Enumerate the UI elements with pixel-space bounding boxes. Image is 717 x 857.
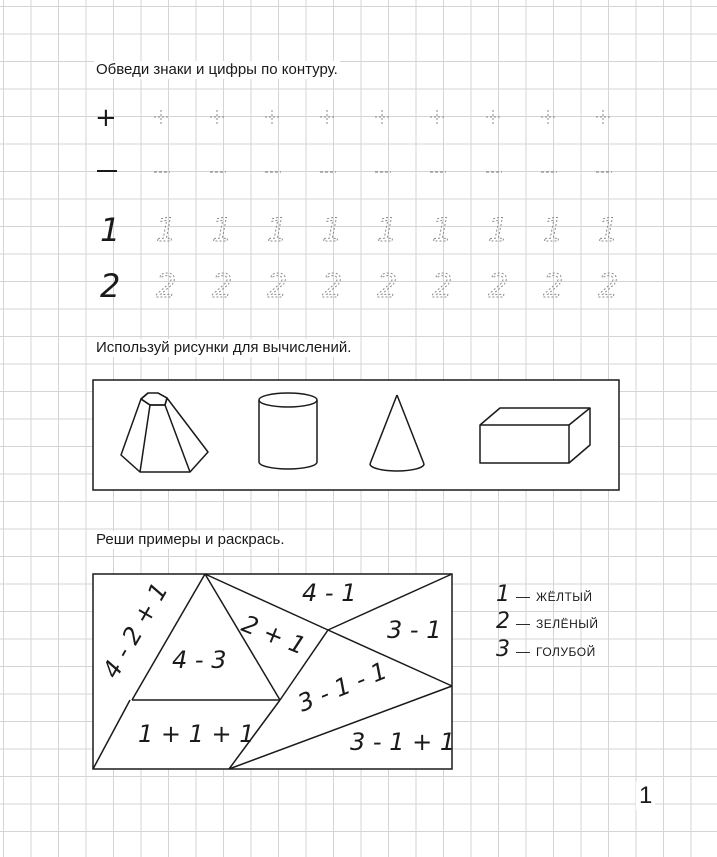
trace-plus: [541, 110, 555, 124]
trace-one: 1: [212, 211, 233, 249]
legend-color-name: ЖЁЛТЫЙ: [536, 590, 593, 604]
trace-two: 2: [377, 267, 398, 305]
expr-right: 3 - 1: [387, 616, 442, 644]
trace-one: 1: [432, 211, 453, 249]
legend-dash: —: [516, 643, 530, 659]
trace-plus: [154, 110, 168, 124]
trace-plus: [210, 110, 224, 124]
instruction-solve: Реши примеры и раскрась.: [96, 531, 285, 548]
expr-triangle: 4 - 3: [172, 646, 227, 674]
trace-two: 2: [432, 267, 453, 305]
legend-row-blue: [496, 637, 596, 662]
trace-plus: [375, 110, 389, 124]
model-plus: +: [95, 103, 117, 133]
trace-two: 2: [267, 267, 288, 305]
trace-one: 1: [488, 211, 509, 249]
trace-two: 2: [156, 267, 177, 305]
trace-one: 1: [377, 211, 398, 249]
trace-plus: [596, 110, 610, 124]
trace-plus: [265, 110, 279, 124]
expr-bottom-right: 3 - 1 + 1: [350, 728, 456, 756]
model-one: 1: [100, 211, 121, 249]
trace-two: 2: [322, 267, 343, 305]
expr-top: 4 - 1: [302, 579, 357, 607]
legend-row-green: [496, 609, 599, 634]
legend-number: 1: [496, 582, 510, 607]
trace-plus: [320, 110, 334, 124]
trace-row-one: [100, 211, 618, 249]
trace-row-two: [100, 267, 618, 305]
expr-middle: 2 + 1: [237, 609, 310, 661]
trace-plus: [430, 110, 444, 124]
legend-color-name: ГОЛУБОЙ: [536, 645, 596, 659]
trace-one: 1: [156, 211, 177, 249]
trace-two: 2: [212, 267, 233, 305]
shapes-frame: [93, 380, 619, 490]
trace-two: 2: [488, 267, 509, 305]
trace-two: 2: [543, 267, 564, 305]
trace-plus: [486, 110, 500, 124]
trace-one: 1: [543, 211, 564, 249]
page-number: 1: [636, 782, 655, 810]
trace-one: 1: [267, 211, 288, 249]
trace-row-plus: [95, 103, 610, 133]
puzzle-figure: [93, 574, 455, 769]
instruction-use-pictures: Используй рисунки для вычислений.: [96, 339, 352, 356]
legend-color-name: ЗЕЛЁНЫЙ: [536, 617, 599, 631]
expr-bottom-left: 1 + 1 + 1: [138, 720, 255, 748]
model-two: 2: [100, 267, 121, 305]
legend-dash: —: [516, 588, 530, 604]
trace-one: 1: [322, 211, 343, 249]
trace-two: 2: [598, 267, 619, 305]
instruction-trace: Обведи знаки и цифры по контуру.: [96, 61, 338, 78]
legend-dash: —: [516, 615, 530, 631]
expr-left: 4 - 2 + 1: [96, 577, 174, 683]
trace-one: 1: [598, 211, 619, 249]
expr-center: 3 - 1 - 1: [293, 656, 392, 718]
legend-number: 3: [496, 637, 510, 662]
legend-row-yellow: [496, 582, 593, 607]
legend-number: 2: [496, 609, 510, 634]
trace-row-minus: [97, 171, 612, 172]
